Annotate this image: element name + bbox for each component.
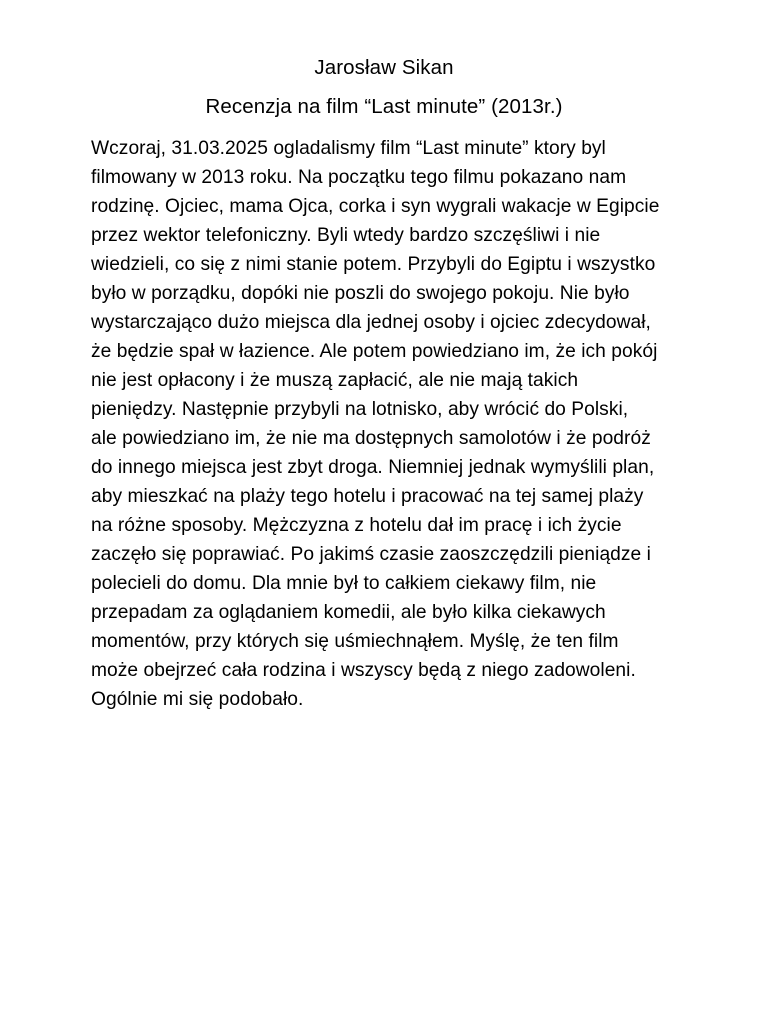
body-line: polecieli do domu. Dla mnie był to całkiem ciekawy film, nie	[91, 573, 597, 594]
body-line: że będzie spał w łazience. Ale potem powiedziano im, że ich pokój	[91, 341, 658, 362]
body-line: może obejrzeć cała rodzina i wszyscy będą z niego zadowoleni.	[91, 660, 636, 681]
body-line: rodzinę. Ojciec, mama Ojca, corka i syn wygrali wakacje w Egipcie	[91, 196, 660, 217]
body-line: było w porządku, dopóki nie poszli do swojego pokoju. Nie było	[91, 283, 630, 304]
body-line: filmowany w 2013 roku. Na początku tego filmu pokazano nam	[91, 167, 627, 188]
body-line: przepadam za oglądaniem komedii, ale było kilka ciekawych	[91, 602, 606, 623]
body-line: wiedzieli, co się z nimi stanie potem. Przybyli do Egiptu i wszystko	[91, 254, 656, 275]
author-name: Jarosław Sikan	[314, 56, 454, 79]
body-line: nie jest opłacony i że muszą zapłacić, ale nie mają takich	[91, 370, 579, 391]
body-line: na różne sposoby. Mężczyzna z hotelu dał im pracę i ich życie	[91, 515, 622, 536]
body-line: przez wektor telefoniczny. Byli wtedy bardzo szczęśliwi i nie	[91, 225, 601, 246]
body-line: pieniędzy. Następnie przybyli na lotnisko, aby wrócić do Polski,	[91, 399, 629, 420]
body-line: wystarczająco dużo miejsca dla jednej osoby i ojciec zdecydował,	[91, 312, 651, 333]
body-line: zaczęło się poprawiać. Po jakimś czasie zaoszczędzili pieniądze i	[91, 544, 651, 565]
review-body	[91, 134, 731, 714]
body-line: momentów, przy których się uśmiechnąłem. Myślę, że ten film	[91, 631, 619, 652]
body-line: do innego miejsca jest zbyt droga. Niemniej jednak wymyślili plan,	[91, 457, 655, 478]
body-line: ale powiedziano im, że nie ma dostępnych samolotów i że podróż	[91, 428, 651, 449]
body-line: Ogólnie mi się podobało.	[91, 689, 304, 710]
review-title: Recenzja na film “Last minute” (2013r.)	[205, 95, 563, 118]
body-line: Wczoraj, 31.03.2025 ogladalismy film “Last minute” ktory byl	[91, 138, 606, 159]
body-line: aby mieszkać na plaży tego hotelu i pracować na tej samej plaży	[91, 486, 644, 507]
